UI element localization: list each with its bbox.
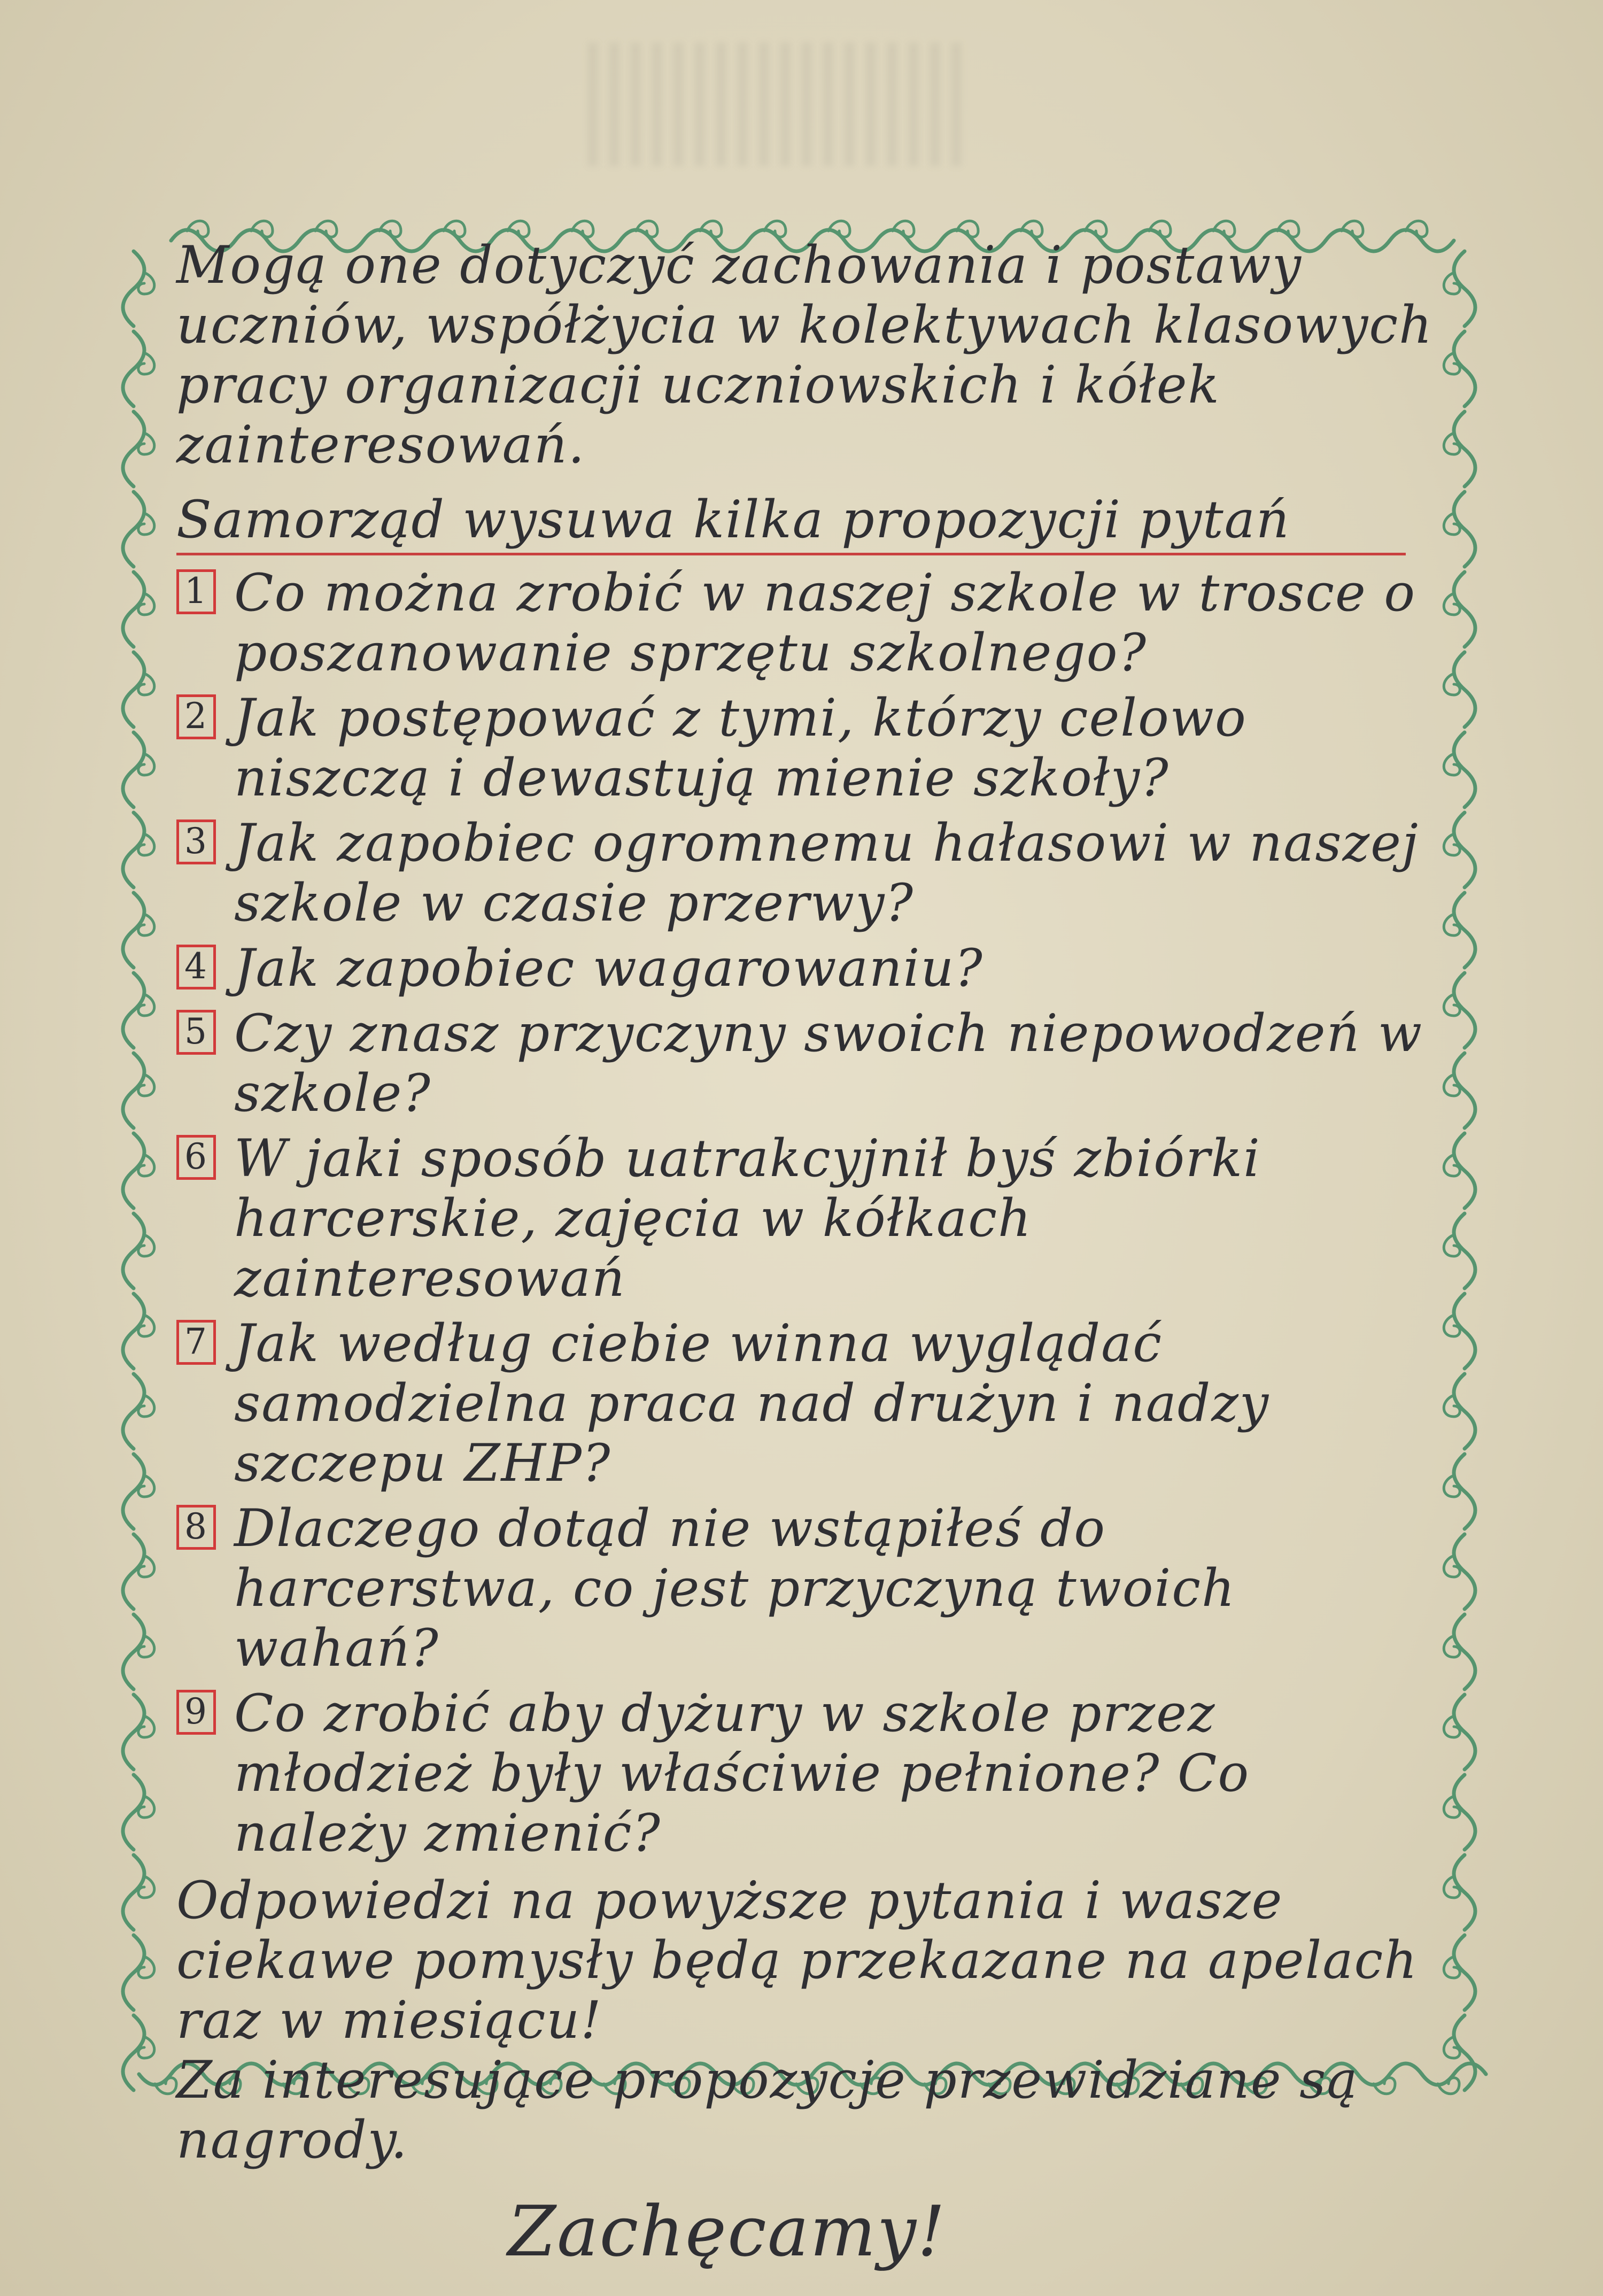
question-number-box: 3	[176, 820, 216, 864]
question-number-box: 2	[176, 694, 216, 739]
border-scroll-curl	[123, 572, 144, 647]
border-scroll-curl	[123, 1133, 144, 1208]
border-scroll-curl	[138, 914, 154, 936]
question-item	[176, 1498, 1438, 1678]
question-number-box: 7	[176, 1320, 216, 1365]
border-scroll-curl	[1454, 1935, 1475, 2010]
question-text: Jak zapobiec ogromnemu hałasowi w naszej szkole w czasie przerwy?	[234, 813, 1419, 933]
question-text: Dlaczego dotąd nie wstąpiłeś do harcerstwa, co jest przyczyną twoich wahań?	[234, 1498, 1236, 1678]
border-scroll-curl	[1454, 1775, 1475, 1850]
border-scroll-curl	[138, 994, 154, 1016]
border-scroll-curl	[123, 1695, 144, 1769]
border-scroll-curl	[1444, 1074, 1460, 1096]
border-scroll-curl	[1454, 893, 1475, 968]
border-scroll-curl	[1454, 973, 1475, 1048]
question-item	[176, 563, 1438, 683]
question-item	[176, 1128, 1438, 1308]
border-scroll-curl	[1444, 273, 1460, 294]
border-scroll-curl	[1444, 2037, 1460, 2058]
border-scroll-curl	[123, 1454, 144, 1529]
border-scroll-curl	[138, 674, 154, 695]
question-item	[176, 688, 1438, 808]
border-scroll-curl	[1444, 1315, 1460, 1336]
border-scroll-curl	[123, 652, 144, 727]
border-scroll-curl	[123, 251, 144, 326]
border-scroll-curl	[1454, 652, 1475, 727]
border-scroll-curl	[138, 1556, 154, 1577]
border-scroll-curl	[1444, 1556, 1460, 1577]
question-text: Jak postępować z tymi, którzy celowo niszczą i dewastują mienie szkoły?	[234, 688, 1247, 808]
border-scroll-curl	[1444, 1796, 1460, 1818]
question-number-box: 9	[176, 1690, 216, 1735]
border-scroll-curl	[1444, 1716, 1460, 1737]
handwritten-text	[176, 235, 1438, 2271]
border-scroll-curl	[1454, 732, 1475, 807]
question-item	[176, 938, 1438, 998]
question-list	[176, 563, 1438, 1863]
border-scroll-curl	[1444, 1395, 1460, 1417]
border-scroll-curl	[1444, 1155, 1460, 1176]
border-scroll-curl	[138, 1235, 154, 1256]
border-scroll-curl	[1454, 1695, 1475, 1769]
border-scroll-curl	[123, 1614, 144, 1689]
border-scroll-curl	[138, 1475, 154, 1497]
border-scroll-curl	[1454, 331, 1475, 406]
border-scroll-curl	[138, 834, 154, 855]
border-scroll-curl	[1444, 1235, 1460, 1256]
border-scroll-curl	[138, 1155, 154, 1176]
border-scroll-curl	[123, 973, 144, 1048]
question-text: Jak zapobiec wagarowaniu?	[234, 938, 984, 998]
border-scroll-curl	[1444, 1957, 1460, 1978]
question-text: Co zrobić aby dyżury w szkole przez młodzież były właściwie pełnione? Co należy zmienić?	[234, 1683, 1250, 1863]
border-scroll-curl	[123, 1534, 144, 1609]
border-scroll-curl	[1444, 994, 1460, 1016]
border-scroll-curl	[1454, 1454, 1475, 1529]
border-scroll-curl	[138, 1395, 154, 1417]
border-scroll-curl	[123, 732, 144, 807]
border-scroll-curl	[123, 412, 144, 486]
border-scroll-curl	[123, 1213, 144, 1288]
question-number-box: 1	[176, 569, 216, 614]
border-scroll-curl	[123, 893, 144, 968]
border-scroll-curl	[138, 2037, 154, 2058]
border-scroll-curl	[1454, 1213, 1475, 1288]
border-scroll-curl	[1454, 492, 1475, 567]
border-scroll-curl	[138, 1074, 154, 1096]
border-scroll-curl	[1444, 1636, 1460, 1657]
border-scroll-curl	[1454, 1534, 1475, 1609]
border-scroll-curl	[138, 1957, 154, 1978]
border-scroll-curl	[123, 1374, 144, 1449]
intro-paragraph: Mogą one dotyczyć zachowania i postawy uczniów, współżycia w kolektywach klasowych pracy organizacji uczniowskich i kółek zainteresowań.	[176, 235, 1433, 475]
question-number-box: 4	[176, 945, 216, 989]
border-scroll-curl	[138, 593, 154, 615]
border-scroll-curl	[138, 513, 154, 535]
border-scroll-curl	[1444, 674, 1460, 695]
border-scroll-curl	[1444, 754, 1460, 775]
border-scroll-curl	[1444, 1475, 1460, 1497]
border-scroll-curl	[1454, 251, 1475, 326]
question-item	[176, 1313, 1438, 1493]
question-number-box: 8	[176, 1505, 216, 1550]
question-item	[176, 1003, 1438, 1123]
border-scroll-curl	[1444, 1876, 1460, 1898]
border-scroll-curl	[1444, 513, 1460, 535]
border-scroll-curl	[123, 1294, 144, 1369]
border-scroll-curl	[123, 1775, 144, 1850]
question-text: Czy znasz przyczyny swoich niepowodzeń w szkole?	[234, 1003, 1423, 1123]
border-scroll-curl	[1454, 1855, 1475, 1930]
border-scroll-curl	[1454, 1614, 1475, 1689]
border-scroll-curl	[138, 353, 154, 374]
border-scroll-curl	[1454, 1053, 1475, 1128]
border-scroll-curl	[138, 1796, 154, 1818]
border-scroll-curl	[123, 1935, 144, 2010]
section-heading: Samorząd wysuwa kilka propozycji pytań	[176, 490, 1406, 555]
prizes-paragraph: Za interesujące propozycje przewidziane są nagrody.	[176, 2050, 1359, 2170]
border-scroll-curl	[138, 1636, 154, 1657]
border-scroll-curl	[1454, 813, 1475, 887]
border-scroll-curl	[1444, 914, 1460, 936]
border-scroll-curl	[1454, 572, 1475, 647]
closing-paragraph: Odpowiedzi na powyższe pytania i wasze ciekawe pomysły będą przekazane na apelach raz w miesiącu!	[176, 1870, 1419, 2050]
border-scroll-curl	[1454, 1294, 1475, 1369]
border-scroll-curl	[138, 1315, 154, 1336]
border-scroll-curl	[1444, 593, 1460, 615]
border-scroll-curl	[123, 1053, 144, 1128]
question-item	[176, 1683, 1438, 1863]
border-scroll-curl	[1444, 433, 1460, 454]
border-scroll-curl	[138, 273, 154, 294]
question-text: W jaki sposób uatrakcyjnił byś zbiórki harcerskie, zajęcia w kółkach zainteresowań	[234, 1128, 1261, 1308]
question-text: Co można zrobić w naszej szkole w trosce o poszanowanie sprzętu szkolnego?	[234, 563, 1416, 683]
question-item	[176, 813, 1438, 933]
question-text: Jak według ciebie winna wyglądać samodzielna praca nad drużyn i nadzy szczepu ZHP?	[234, 1313, 1270, 1493]
border-scroll-curl	[138, 1716, 154, 1737]
border-scroll-curl	[123, 331, 144, 406]
border-scroll-curl	[138, 1876, 154, 1898]
border-scroll-curl	[1444, 353, 1460, 374]
border-scroll-curl	[123, 813, 144, 887]
border-scroll-curl	[123, 1855, 144, 1930]
question-number-box: 5	[176, 1010, 216, 1055]
question-number-box: 6	[176, 1135, 216, 1180]
border-scroll-curl	[1454, 1133, 1475, 1208]
border-scroll-curl	[1444, 834, 1460, 855]
border-scroll-curl	[138, 433, 154, 454]
border-scroll-curl	[123, 492, 144, 567]
border-scroll-curl	[138, 754, 154, 775]
signoff-text: Zachęcamy!	[507, 2191, 947, 2272]
border-scroll-curl	[1454, 1374, 1475, 1449]
border-scroll-curl	[1454, 412, 1475, 486]
